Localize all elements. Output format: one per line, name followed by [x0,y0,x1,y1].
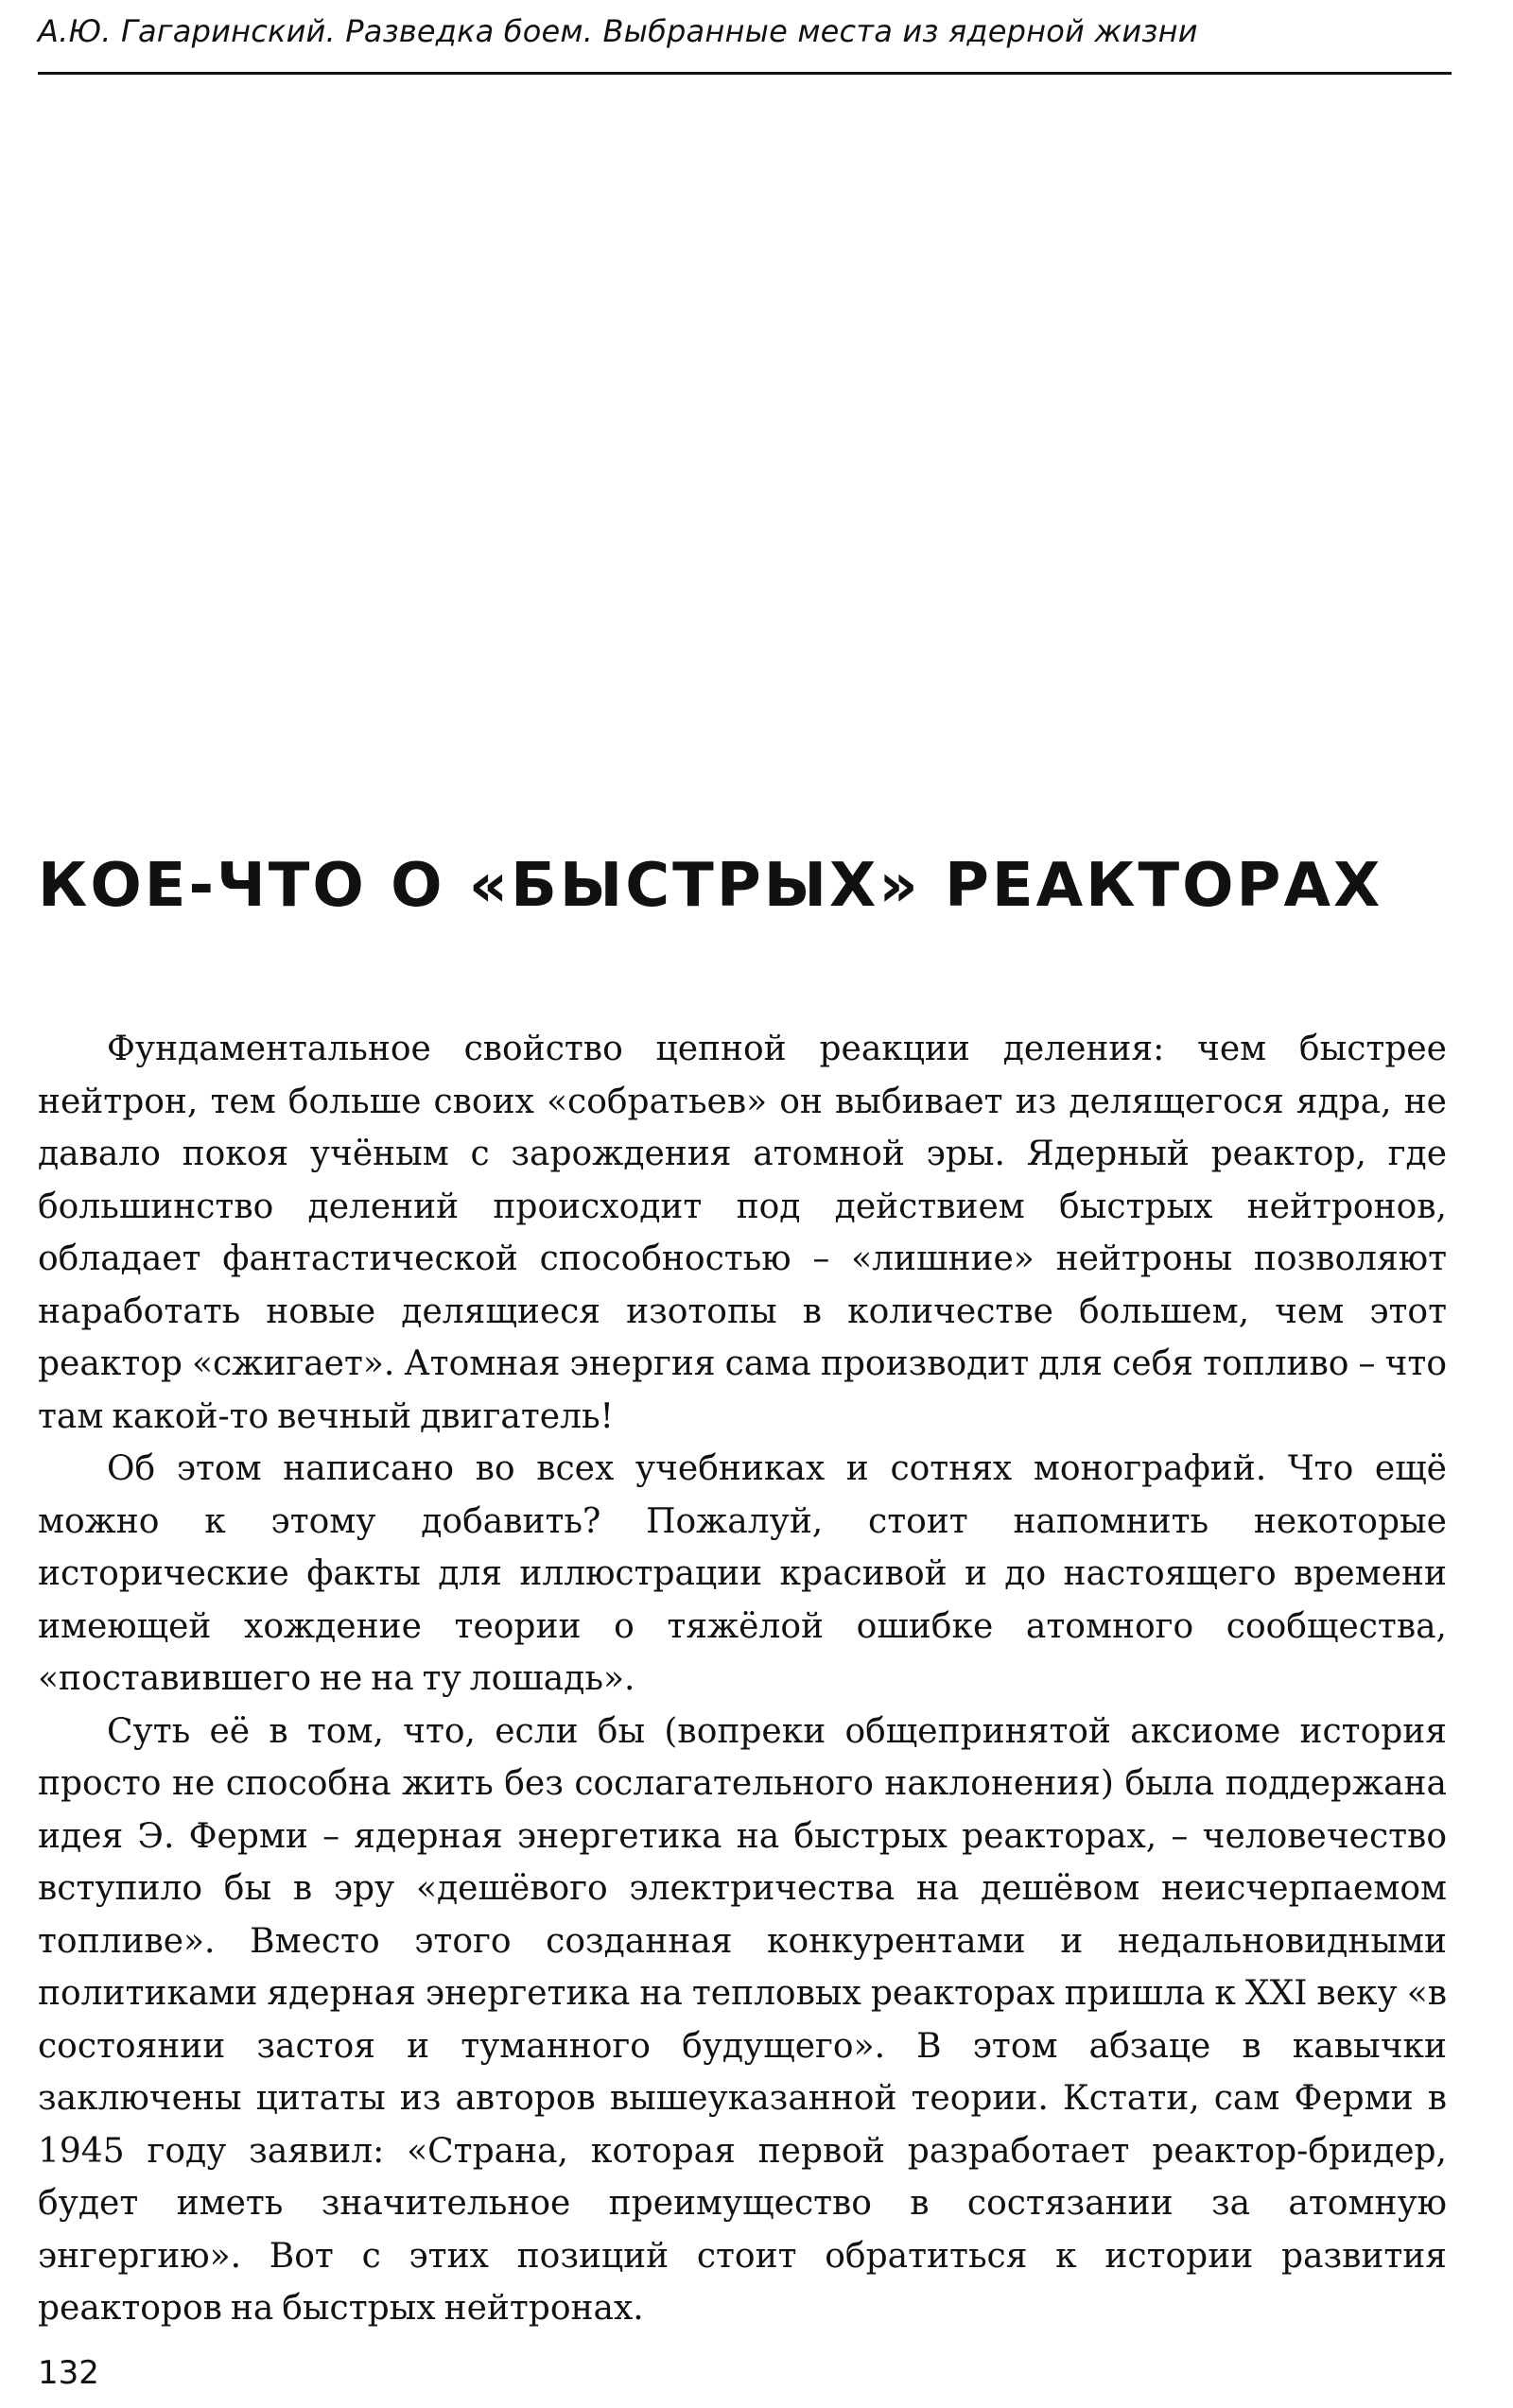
paragraph-2: Об этом написано во всех учебниках и сотнях монографий. Что ещё можно к этому добавить? Пожалуй, стоит напомнить некоторые исторические факты для иллюстрации красивой и до настоящего времени имеющей хождение теории о тяжёлой ошибке атомного сообщества, «поставившего не на ту лошадь». [38,1449,1447,1698]
paragraph-1: Фундаментальное свойство цепной реакции деления: чем быстрее нейтрон, тем больше своих «собратьев» он выбивает из делящегося ядра, не давало покоя учёным с зарождения атомной эры. Ядерный реактор, где большинство делений происходит под действием быстрых нейтронов, обладает фантастической способностью – «лишние» нейтроны позволяют наработать новые делящиеся изотопы в количестве большем, чем этот реактор «сжигает». Атомная энергия сама производит для себя топливо – что там какой-то вечный двигатель! [38,1030,1447,1436]
running-header: А.Ю. Гагаринский. Разведка боем. Выбранные места из ядерной жизни [38,13,1198,49]
page-number: 132 [38,2354,99,2392]
header-rule [38,72,1452,75]
chapter-title: КОЕ-ЧТО О «БЫСТРЫХ» РЕАКТОРАХ [38,851,1383,921]
body-text [38,1023,1447,2335]
paragraph-3: Суть её в том, что, если бы (вопреки общепринятой аксиоме история просто не способна жить без сослагательного наклонения) была поддержана идея Э. Ферми – ядерная энергетика на быстрых реакторах, – человечество вступило бы в эру «дешёвого электричества на дешёвом неисчерпаемом топливе». Вместо этого созданная конкурентами и недальновидными политиками ядерная энергетика на тепловых реакторах пришла к XXI веку «в состоянии застоя и туманного будущего». В этом абзаце в кавычки заключены цитаты из авторов вышеуказанной теории. Кстати, сам Ферми в 1945 году заявил: «Страна, которая первой разработает реактор-бридер, будет иметь значительное преимущество в состязании за атомную энгергию». Вот с этих позиций стоит обратиться к истории развития реакторов на быстрых нейтронах. [38,1711,1447,2328]
